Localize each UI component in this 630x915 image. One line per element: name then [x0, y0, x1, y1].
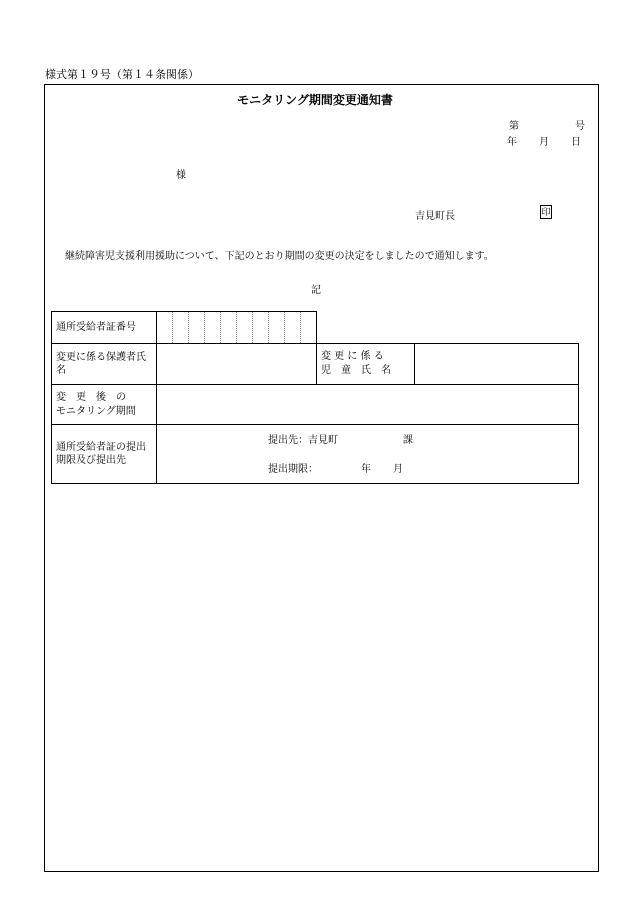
- seal-mark: 印: [540, 205, 552, 219]
- form-number-label: 様式第１９号（第１４条関係）: [45, 68, 199, 81]
- after-period-label: 変 更 後 の モニタリング期間: [52, 385, 157, 425]
- deadline-year: 年: [361, 464, 371, 475]
- number-prefix: 第: [509, 121, 519, 132]
- deadline-text: 提出期限：: [268, 464, 318, 475]
- guardian-name-label: 変更に係る保護者氏名: [52, 344, 157, 385]
- ki-label: 記: [311, 285, 321, 296]
- cert-number-label: 通所受給者証番号: [52, 312, 157, 344]
- date-day: 日: [571, 137, 581, 148]
- deadline-month: 月: [393, 464, 403, 475]
- date-month: 月: [539, 137, 549, 148]
- submission-field[interactable]: [157, 425, 579, 484]
- body-text: 継続障害児支援利用援助について、下記のとおり期間の変更の決定をしましたので通知します。: [65, 251, 494, 262]
- guardian-name-field[interactable]: [157, 344, 317, 385]
- number-suffix: 号: [575, 121, 585, 132]
- submit-to-text: 提出先：吉見町: [268, 435, 338, 446]
- cert-number-field[interactable]: [157, 312, 317, 344]
- info-table: [51, 311, 579, 484]
- child-name-field[interactable]: [415, 344, 579, 385]
- ka-text: 課: [403, 435, 413, 446]
- recipient-suffix: 様: [176, 170, 186, 181]
- submission-label: 通所受給者証の提出期限及び提出先: [52, 425, 157, 484]
- document-title: モニタリング期間変更通知書: [237, 93, 393, 107]
- issuer-name: 吉見町長: [415, 211, 455, 222]
- child-name-label: 変 更 に 係 る 児 童 氏 名: [317, 344, 415, 385]
- date-year: 年: [507, 137, 517, 148]
- after-period-field[interactable]: [157, 385, 579, 425]
